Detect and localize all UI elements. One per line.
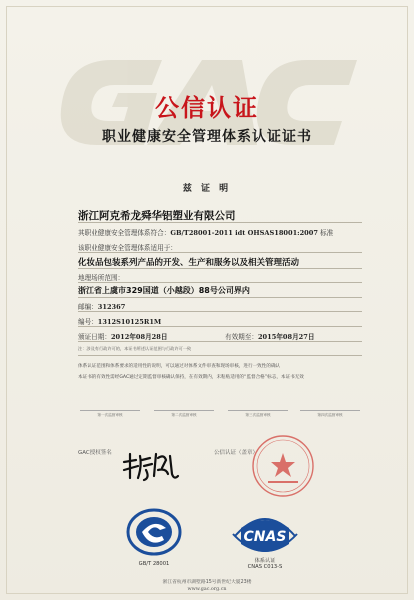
address-text: 浙江省上虞市329国道（小越段）88号公司界内 bbox=[78, 286, 250, 295]
surveillance-row bbox=[78, 396, 362, 428]
gb-logo-caption: GB/T 28001 bbox=[138, 561, 170, 567]
standard-suffix: 标准 bbox=[317, 229, 334, 237]
check-caption: 第一次监督审核 bbox=[97, 413, 123, 417]
check-line bbox=[300, 410, 360, 411]
check-caption: 第三次监督审核 bbox=[245, 413, 271, 417]
check-line bbox=[154, 410, 214, 411]
divider bbox=[78, 282, 362, 283]
divider bbox=[78, 252, 362, 253]
valid-label: 有效期至： bbox=[225, 333, 258, 341]
certificate-title: 公信认证 bbox=[155, 94, 259, 122]
valid-date: 2015年08月27日 bbox=[257, 333, 315, 341]
certify-heading: 兹 证 明 bbox=[182, 184, 232, 194]
divider bbox=[78, 355, 362, 356]
signature-image bbox=[120, 448, 182, 484]
footer-address: 浙江省杭州市湖墅路15号新世纪大厦23楼 bbox=[162, 580, 252, 585]
seal-label: 公信认证（盖章） bbox=[214, 450, 259, 456]
divider bbox=[78, 268, 362, 269]
certificate-subtitle: 职业健康安全管理体系认证证书 bbox=[102, 129, 312, 145]
number-line bbox=[78, 316, 161, 326]
svg-text:CNAS: CNAS bbox=[243, 529, 287, 545]
standard-line bbox=[78, 227, 333, 237]
divider bbox=[78, 341, 362, 342]
check-line bbox=[80, 410, 140, 411]
cnas-caption-line2: CNAS C013-S bbox=[247, 564, 283, 570]
postcode-value: 312367 bbox=[97, 303, 126, 311]
gb-certification-logo bbox=[120, 506, 188, 568]
check-item bbox=[80, 396, 140, 418]
scope-text: 化妆品包装系列产品的开发、生产和服务以及相关管理活动 bbox=[78, 258, 300, 268]
divider bbox=[78, 311, 362, 312]
postcode-line bbox=[78, 301, 125, 311]
issue-label: 颁证日期： bbox=[78, 333, 111, 341]
divider bbox=[78, 222, 362, 223]
check-caption: 第二次监督审核 bbox=[171, 413, 197, 417]
number-label: 编号： bbox=[78, 318, 98, 326]
check-caption: 第四次监督审核 bbox=[317, 413, 343, 417]
note-validity: 本证书的有效性需经GAC通过定期监督审核确认保持，在有效期内，未粘贴适用的“监督合格”标志，本证书无效 bbox=[78, 375, 304, 380]
check-line bbox=[228, 410, 288, 411]
location-label: 地理场所范围： bbox=[78, 274, 125, 282]
standard-prefix: 其职业健康安全管理体系符合： bbox=[78, 229, 171, 237]
check-item bbox=[228, 396, 288, 418]
check-item bbox=[154, 396, 214, 418]
signer-label: GAC授权签名 bbox=[78, 450, 112, 456]
divider bbox=[78, 326, 362, 327]
postcode-label: 邮编： bbox=[78, 303, 98, 311]
valid-date-line bbox=[225, 331, 314, 341]
scope-intro: 该职业健康安全管理体系适用于： bbox=[78, 244, 177, 252]
standard-value: GB/T28001-2011 idt OHSAS18001:2007 bbox=[170, 229, 318, 237]
company-name: 浙江阿克希龙舜华铝塑业有限公司 bbox=[78, 210, 236, 222]
company-seal bbox=[248, 431, 318, 501]
divider bbox=[78, 297, 362, 298]
note-scope: 体系认证范围和体系要求的适用性的说明，可以通过对体系文件审查和现场审核，进行一致性的确认 bbox=[78, 364, 281, 369]
number-value: 1312S10125R1M bbox=[97, 318, 162, 326]
cnas-caption-line1: 体系认证 bbox=[254, 558, 276, 564]
issue-date: 2012年08月28日 bbox=[110, 333, 168, 341]
note-admin-license: 注：涉及有行政许可的，本证书所述认证范围与行政许可一致 bbox=[78, 346, 192, 351]
check-item bbox=[300, 396, 360, 418]
issue-date-line bbox=[78, 331, 167, 341]
footer-url: www.gac.org.cn bbox=[187, 587, 227, 592]
